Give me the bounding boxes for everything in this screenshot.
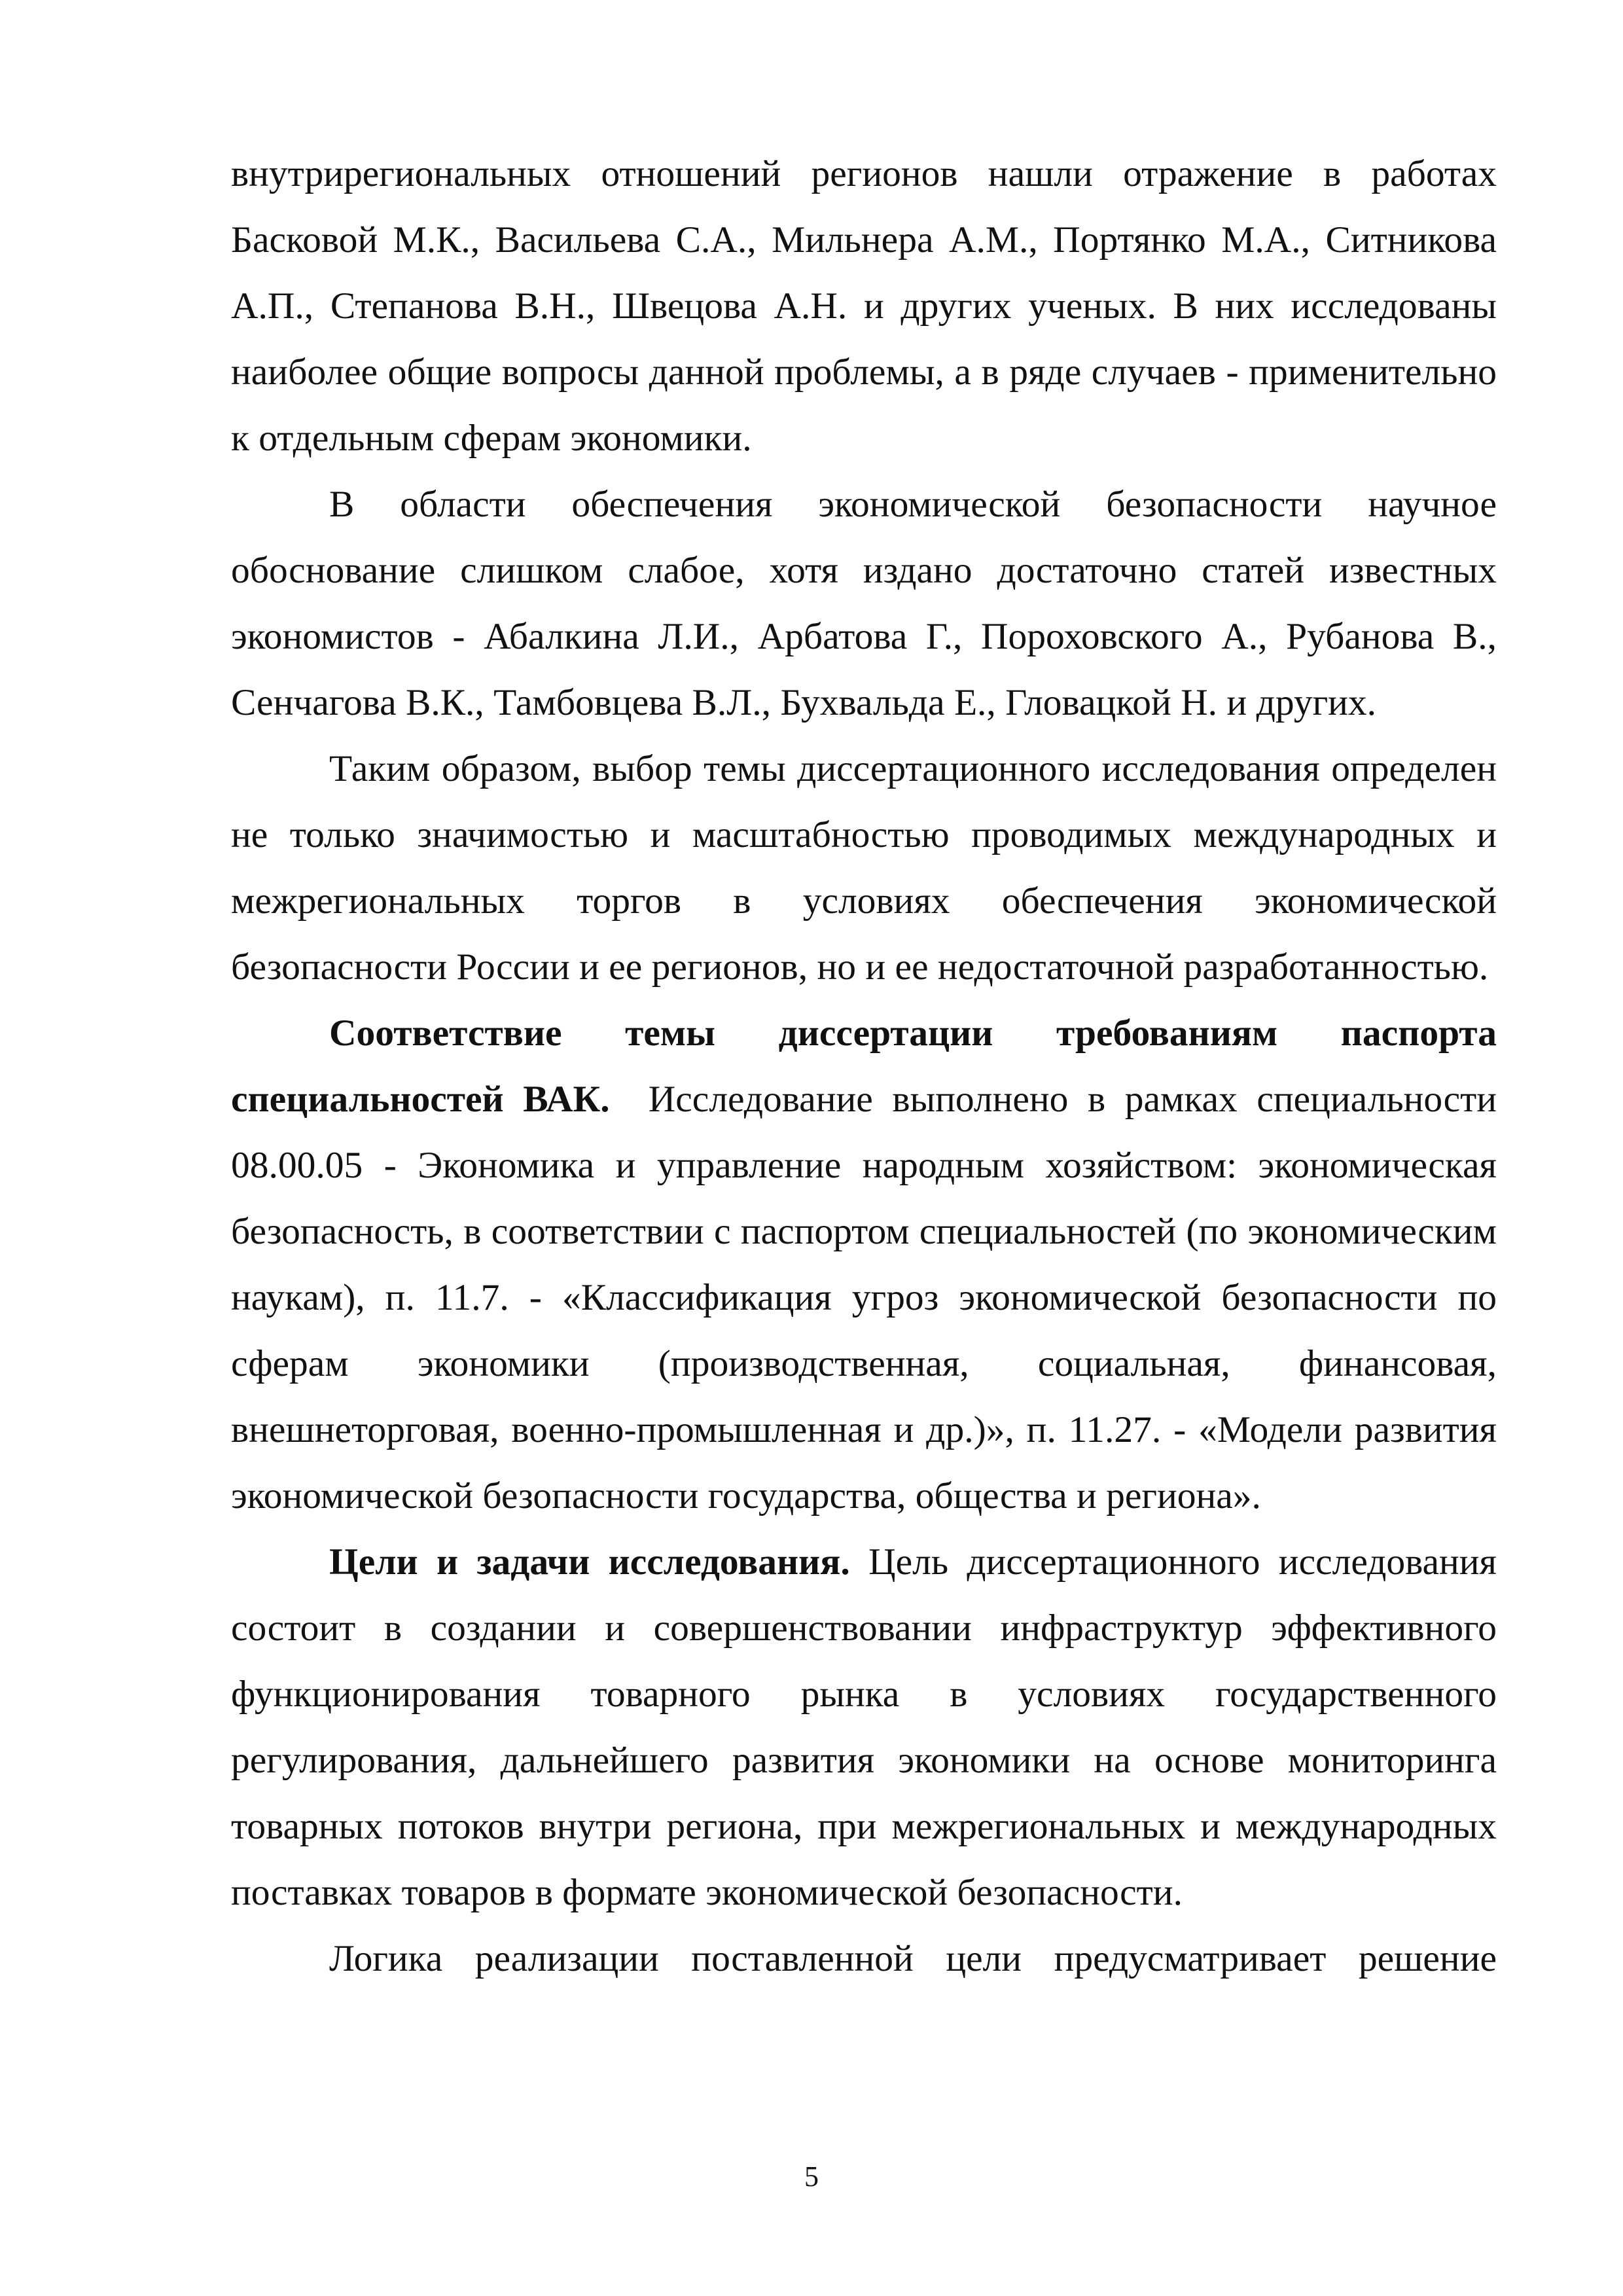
paragraph-text: Таким образом, выбор темы диссертационного исследования определен не только значимостью и масштабностью проводимых международных и межрегиональных торгов в условиях обеспечения экономической безопасности России и ее регионов, но и ее недостаточной разработанностью. xyxy=(231,748,1497,988)
paragraph-heading: Цели и задачи исследования. xyxy=(329,1541,850,1583)
paragraph-text: внутрирегиональных отношений регионов нашли отражение в работах Басковой М.К., Васильева С.А., Мильнера А.М., Портянко М.А., Ситникова А.П., Степанова В.Н., Швецова А.Н. и других ученых. В них исследованы наиболее общие вопросы данной проблемы, а в ряде случаев - применительно к отдельным сферам экономики. xyxy=(231,153,1497,459)
paragraph-vak-compliance xyxy=(231,1000,1497,1529)
document-body xyxy=(231,141,1497,1992)
paragraph-logic xyxy=(231,1926,1497,1992)
paragraph-economic-security xyxy=(231,471,1497,736)
paragraph-text: Логика реализации поставленной цели предусматривает решение xyxy=(329,1938,1497,1979)
paragraph-heading: Соответствие темы диссертации требованиям паспорта специальностей ВАК. xyxy=(231,1013,1497,1120)
paragraph-text: Исследование выполнено в рамках специальности 08.00.05 - Экономика и управление народным хозяйством: экономическая безопасность, в соответствии с паспортом специальностей (по экономическим наукам), п. 11.7. - «Классификация угроз экономической безопасности по сферам экономики (производственная, социальная, финансовая, внешнеторговая, военно-промышленная и др.)», п. 11.27. - «Модели развития экономической безопасности государства, общества и региона». xyxy=(231,1079,1497,1516)
paragraph-text: В области обеспечения экономической безопасности научное обоснование слишком слабое, хотя издано достаточно статей известных экономистов - Абалкина Л.И., Арбатова Г., Пороховского А., Рубанова В., Сенчагова В.К., Тамбовцева В.Л., Бухвальда Е., Гловацкой Н. и других. xyxy=(231,484,1497,723)
page-number: 5 xyxy=(804,2161,819,2193)
paragraph-text: Цель диссертационного исследования состоит в создании и совершенствовании инфраструктур эффективного функционирования товарного рынка в условиях государственного регулирования, дальнейшего развития экономики на основе мониторинга товарных потоков внутри региона, при межрегиональных и международных поставках товаров в формате экономической безопасности. xyxy=(231,1541,1497,1913)
paragraph-goals-tasks xyxy=(231,1529,1497,1926)
paragraph-authors-regional xyxy=(231,141,1497,471)
paragraph-topic-choice xyxy=(231,736,1497,1000)
